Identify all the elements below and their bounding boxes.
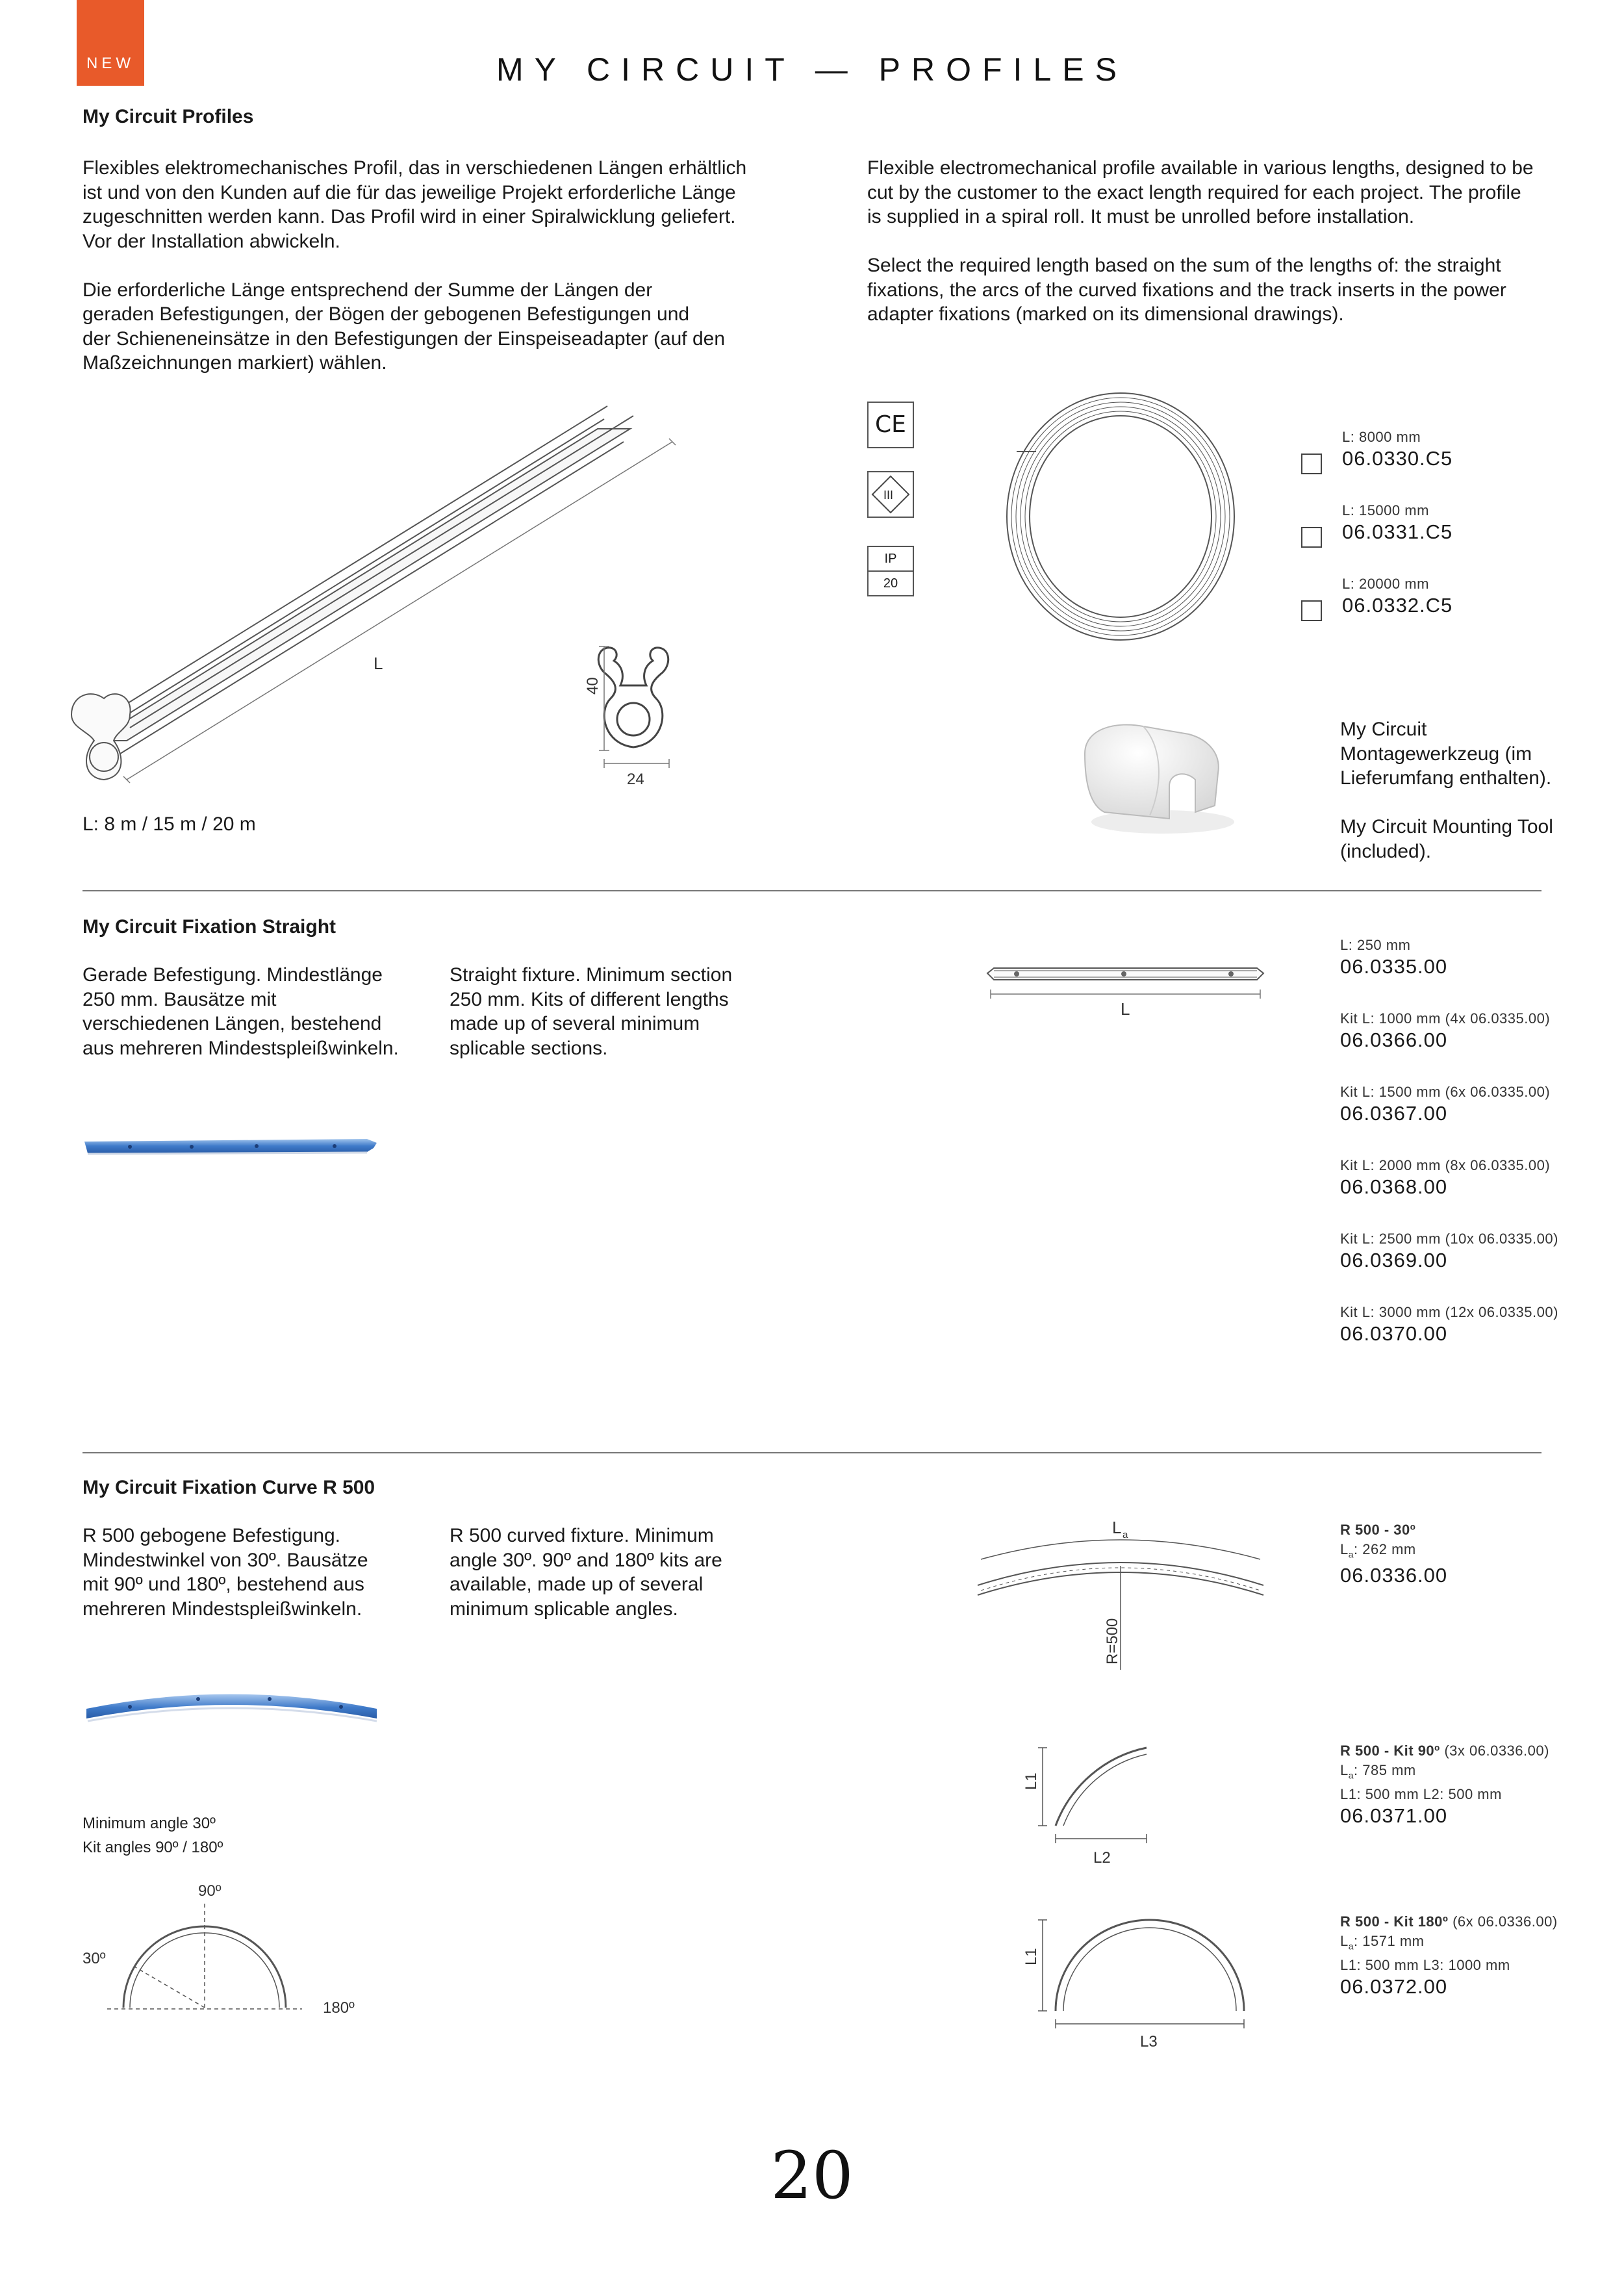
variant-length: Kit L: 2500 mm (10x 06.0335.00) bbox=[1340, 1231, 1558, 1247]
straight-variant bbox=[1340, 1229, 1558, 1303]
curve-heading: My Circuit Fixation Curve R 500 bbox=[82, 1477, 375, 1498]
curve-radius-label: R=500 bbox=[1104, 1618, 1121, 1665]
mounting-tool-text-en: My Circuit Mounting Tool (included). bbox=[1340, 816, 1553, 862]
curve-variant-180 bbox=[1340, 1912, 1558, 1999]
angles-diagram bbox=[75, 1878, 380, 2021]
variant-code: 06.0331.C5 bbox=[1342, 520, 1453, 543]
variant-code: 06.0372.00 bbox=[1340, 1975, 1448, 1999]
profile-length-label: L bbox=[374, 654, 383, 673]
curve-30-drawing bbox=[968, 1507, 1273, 1676]
variant-extra: L1: 500 mm L3: 1000 mm bbox=[1340, 1957, 1510, 1974]
curve-180-l3: L3 bbox=[1140, 2033, 1158, 2050]
order-checkbox[interactable] bbox=[1301, 527, 1322, 548]
variant-length: L: 250 mm bbox=[1340, 937, 1411, 953]
ce-mark-icon: CE bbox=[867, 402, 914, 448]
new-badge: NEW bbox=[77, 0, 144, 86]
curve-la-label: L bbox=[1112, 1518, 1122, 1537]
variant-code: 06.0371.00 bbox=[1340, 1804, 1448, 1828]
angle-90-label: 90º bbox=[198, 1882, 222, 1900]
la-value: : 262 mm bbox=[1354, 1541, 1416, 1557]
angle-180-label: 180º bbox=[323, 1999, 355, 2017]
straight-fixation-image bbox=[81, 1134, 380, 1160]
spiral-roll-drawing bbox=[997, 387, 1244, 646]
curve-180-drawing bbox=[1017, 1900, 1276, 2056]
section-divider bbox=[82, 890, 1542, 891]
ip-value: 20 bbox=[869, 570, 913, 595]
variant-code: 06.0336.00 bbox=[1340, 1564, 1448, 1587]
profiles-text-en: Flexible electromechanical profile available in various lengths, designed to be cut by the customer to the exact length required for each project. The profile is supplied in a spiral roll. It must be unrolled before installation. Select the required length based on the sum of the lengths of: the straight fixations, the arcs of the curved fixations and the track inserts in the power adapter fixations (marked on its dimensional drawings). bbox=[867, 157, 1534, 325]
mounting-tool-text-de: My Circuit Montagewerkzeug (im Lieferumfang enthalten). bbox=[1340, 719, 1552, 789]
ip-label: IP bbox=[884, 552, 897, 566]
straight-length-label: L bbox=[1121, 999, 1130, 1019]
profile-lengths-caption: L: 8 m / 15 m / 20 m bbox=[82, 813, 256, 835]
variant-length: Kit L: 1500 mm (6x 06.0335.00) bbox=[1340, 1084, 1551, 1100]
curve-90-drawing bbox=[1017, 1718, 1199, 1881]
variant-length: Kit L: 1000 mm (4x 06.0335.00) bbox=[1340, 1010, 1551, 1027]
la-sub: a bbox=[1348, 1770, 1354, 1781]
variant-title: R 500 - Kit 180º bbox=[1340, 1913, 1449, 1930]
order-checkbox[interactable] bbox=[1301, 454, 1322, 474]
curve-la-sub: a bbox=[1123, 1529, 1128, 1540]
variant-length: Kit L: 3000 mm (12x 06.0335.00) bbox=[1340, 1304, 1558, 1320]
variant-code: 06.0367.00 bbox=[1340, 1102, 1448, 1125]
class-iii-diamond bbox=[869, 472, 913, 517]
curve-180-l1: L1 bbox=[1022, 1948, 1040, 1965]
section-divider bbox=[82, 1452, 1542, 1453]
variant-title: R 500 - 30º bbox=[1340, 1522, 1416, 1538]
curve-text-en: R 500 curved fixture. Minimum angle 30º. 90º and 180º kits are available, made up of several minimum splicable angles. bbox=[450, 1525, 722, 1620]
straight-variant bbox=[1340, 1156, 1558, 1229]
variant-extra: L1: 500 mm L2: 500 mm bbox=[1340, 1786, 1502, 1803]
order-checkbox[interactable] bbox=[1301, 600, 1322, 621]
variant-code: 06.0335.00 bbox=[1340, 955, 1448, 978]
curve-variant-90 bbox=[1340, 1741, 1549, 1828]
mounting-tool-image bbox=[1065, 708, 1241, 838]
straight-heading: My Circuit Fixation Straight bbox=[82, 916, 336, 938]
section-width-label: 24 bbox=[627, 771, 644, 788]
class-iii-label: III bbox=[883, 489, 894, 502]
la-value: : 1571 mm bbox=[1354, 1933, 1425, 1949]
straight-variant-list bbox=[1340, 936, 1558, 1376]
variant-code: 06.0332.C5 bbox=[1342, 594, 1453, 617]
la-sub: a bbox=[1348, 1941, 1354, 1952]
variant-kit: (6x 06.0336.00) bbox=[1453, 1913, 1558, 1930]
profile-section-drawing bbox=[572, 640, 702, 796]
profiles-text-de: Flexibles elektromechanisches Profil, das in verschiedenen Längen erhältlich ist und von den Kunden auf die für das jeweilige Projekt erforderliche Länge zugeschnitten werden kann. Das Profil wird in einer Spiralwicklung geliefert. Vor der Installation abwickeln. Die erforderliche Länge entsprechend der Summe der Längen der geraden Befestigungen, der Bögen der gebogenen Befestigungen und der Schieneneinsätze in den Befestigungen der Einspeiseadapter (auf den Maßzeichnungen markiert) wählen. bbox=[82, 157, 747, 374]
angles-caption: Minimum angle 30º Kit angles 90º / 180º bbox=[82, 1815, 223, 1856]
variant-code: 06.0369.00 bbox=[1340, 1249, 1448, 1271]
curve-fixation-image bbox=[81, 1680, 387, 1731]
variant-length: L: 15000 mm bbox=[1342, 502, 1429, 518]
variant-code: 06.0370.00 bbox=[1340, 1322, 1448, 1345]
curve-variant-30 bbox=[1340, 1520, 1447, 1587]
variant-code: 06.0368.00 bbox=[1340, 1175, 1448, 1198]
ip-rating-box bbox=[867, 546, 914, 596]
la-sub: a bbox=[1348, 1549, 1354, 1560]
variant-length: L: 20000 mm bbox=[1342, 576, 1429, 592]
straight-variant bbox=[1340, 936, 1558, 1009]
profiles-heading: My Circuit Profiles bbox=[82, 106, 254, 127]
angle-30-label: 30º bbox=[82, 1950, 106, 1967]
straight-text-de: Gerade Befestigung. Mindestlänge 250 mm. Bausätze mit verschiedenen Längen, bestehend aus mehreren Mindestspleißwinkeln. bbox=[82, 964, 399, 1059]
straight-fixation-drawing bbox=[984, 955, 1270, 1027]
la-prefix: L bbox=[1340, 1933, 1349, 1949]
variant-length: Kit L: 2000 mm (8x 06.0335.00) bbox=[1340, 1157, 1551, 1173]
curve-90-l2: L2 bbox=[1093, 1849, 1111, 1867]
page-number: 20 bbox=[770, 2138, 854, 2214]
variant-kit: (3x 06.0336.00) bbox=[1444, 1743, 1549, 1759]
la-prefix: L bbox=[1340, 1541, 1349, 1557]
straight-variant bbox=[1340, 1009, 1558, 1082]
curve-text-de: R 500 gebogene Befestigung. Mindestwinkel von 30º. Bausätze mit 90º und 180º, bestehend aus mehreren Mindestspleißwinkeln. bbox=[82, 1525, 368, 1620]
variant-length: L: 8000 mm bbox=[1342, 429, 1421, 445]
la-value: : 785 mm bbox=[1354, 1762, 1416, 1778]
curve-90-l1: L1 bbox=[1022, 1772, 1040, 1790]
class-iii-icon bbox=[867, 471, 914, 518]
variant-code: 06.0330.C5 bbox=[1342, 447, 1453, 470]
la-prefix: L bbox=[1340, 1762, 1349, 1778]
straight-variant bbox=[1340, 1303, 1558, 1376]
page-title: MY CIRCUIT — PROFILES bbox=[496, 51, 1128, 88]
variant-code: 06.0366.00 bbox=[1340, 1028, 1448, 1051]
variant-title: R 500 - Kit 90º bbox=[1340, 1743, 1440, 1759]
section-height-label: 40 bbox=[584, 677, 602, 695]
straight-text-en: Straight fixture. Minimum section 250 mm. Kits of different lengths made up of several minimum splicable sections. bbox=[450, 964, 733, 1059]
straight-variant bbox=[1340, 1082, 1558, 1156]
